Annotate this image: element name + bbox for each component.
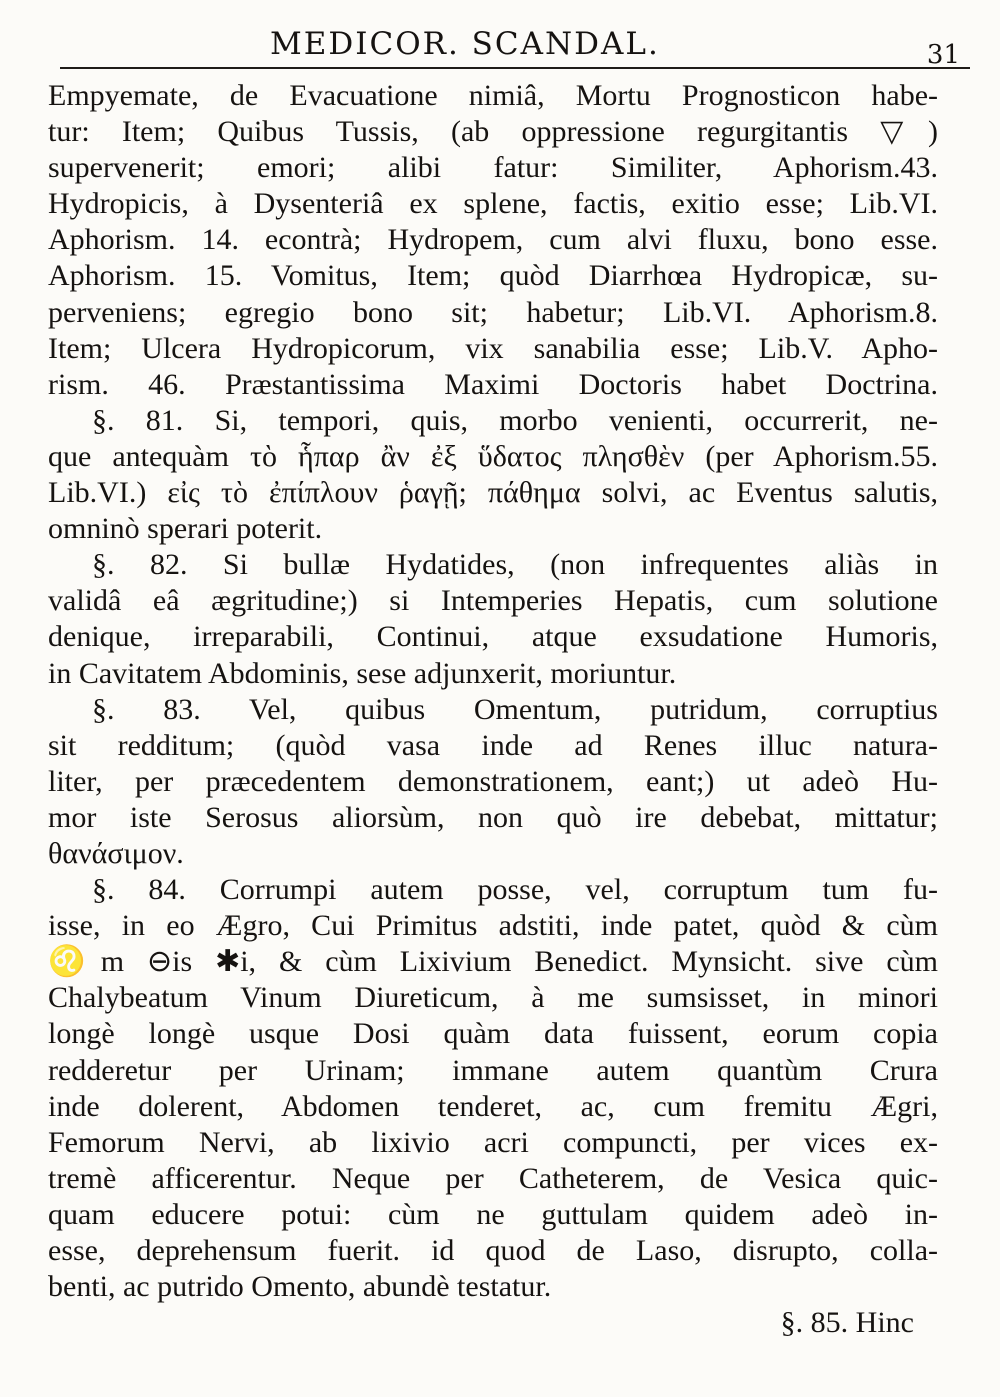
text-line: perveniens; egregio bono sit; habetur; Lib.VI. Aphorism.8. — [48, 295, 938, 329]
text-line: Aphorism. 14. econtrà; Hydropem, cum alvi fluxu, bono esse. — [48, 223, 938, 257]
text-line: Femorum Nervi, ab lixivio acri compuncti, per vices ex- — [48, 1125, 938, 1159]
text-line: omninò sperari poterit. — [48, 512, 323, 546]
text-line: Hydropicis, à Dysenteriâ ex splene, factis, exitio esse; Lib.VI. — [48, 187, 938, 221]
catchword: §. 85. Hinc — [780, 1306, 914, 1340]
text-line: tremè afficerentur. Neque per Catheterem, de Vesica quic- — [48, 1161, 938, 1195]
text-line: inde dolerent, Abdomen tenderet, ac, cum fremitu Ægri, — [48, 1089, 938, 1123]
text-line: tur: Item; Quibus Tussis, (ab oppressione regurgitantis ▽) — [48, 115, 938, 149]
page-number: 31 — [926, 40, 960, 70]
text-line: rism. 46. Præstantissima Maximi Doctoris habet Doctrina. — [48, 367, 938, 401]
text-line: ♌m ⊖is ✱i, & cùm Lixivium Benedict. Mynsicht. sive cùm — [48, 945, 938, 979]
section-84-start: §. 84. Corrumpi autem posse, vel, corruptum tum fu- — [92, 873, 938, 907]
text-line: validâ eâ ægritudine;) si Intemperies Hepatis, cum solutione — [48, 584, 938, 618]
section-81-start: §. 81. Si, tempori, quis, morbo venienti, occurrerit, ne- — [92, 403, 938, 437]
text-line: isse, in eo Ægro, Cui Primitus adstiti, inde patet, quòd & cùm — [48, 909, 938, 943]
text-line: redderetur per Urinam; immane autem quantùm Crura — [48, 1053, 938, 1087]
section-82-start: §. 82. Si bullæ Hydatides, (non infrequentes aliàs in — [92, 548, 938, 582]
text-line: longè longè usque Dosi quàm data fuissent, eorum copia — [48, 1017, 938, 1051]
text-line: mor iste Serosus aliorsùm, non quò ire debebat, mittatur; — [48, 800, 938, 834]
text-line: Item; Ulcera Hydropicorum, vix sanabilia esse; Lib.V. Apho- — [48, 331, 938, 365]
text-line: Empyemate, de Evacuatione nimiâ, Mortu Prognosticon habe- — [48, 79, 938, 112]
section-83-start: §. 83. Vel, quibus Omentum, putridum, corruptius — [92, 692, 938, 726]
text-line: supervenerit; emori; alibi fatur: Similiter, Aphorism.43. — [48, 151, 938, 185]
header-rule — [60, 67, 970, 69]
text-line: in Cavitatem Abdominis, sese adjunxerit, moriuntur. — [48, 656, 677, 690]
text-line: que antequàm τὸ ἧπαρ ἂν ἐξ ὕδατος πλησθὲν (per Aphorism.55. — [48, 439, 938, 473]
page-header — [60, 26, 960, 72]
text-line: Aphorism. 15. Vomitus, Item; quòd Diarrhœa Hydropicæ, su- — [48, 259, 938, 293]
text-line: esse, deprehensum fuerit. id quod de Laso, disrupto, colla- — [48, 1234, 938, 1267]
running-head: MEDICOR. SCANDAL. — [270, 26, 660, 62]
text-line: θανάσιμον. — [48, 836, 184, 870]
text-line: Lib.VI.) εἰς τὸ ἐπίπλουν ῥαγῇ; πάθημα solvi, ac Eventus salutis, — [48, 476, 938, 510]
text-line: liter, per præcedentem demonstrationem, eant;) ut adeò Hu- — [48, 764, 938, 798]
text-line: benti, ac putrido Omento, abundè testatur. — [48, 1270, 552, 1304]
text-line: sit redditum; (quòd vasa inde ad Renes illuc natura- — [48, 728, 938, 762]
text-line: denique, irreparabili, Continui, atque exsudatione Humoris, — [48, 620, 938, 654]
text-line: Chalybeatum Vinum Diureticum, à me sumsisset, in minori — [48, 981, 938, 1015]
text-line: quam educere potui: cùm ne guttulam quidem adeò in- — [48, 1197, 938, 1231]
body-text — [48, 78, 938, 1341]
